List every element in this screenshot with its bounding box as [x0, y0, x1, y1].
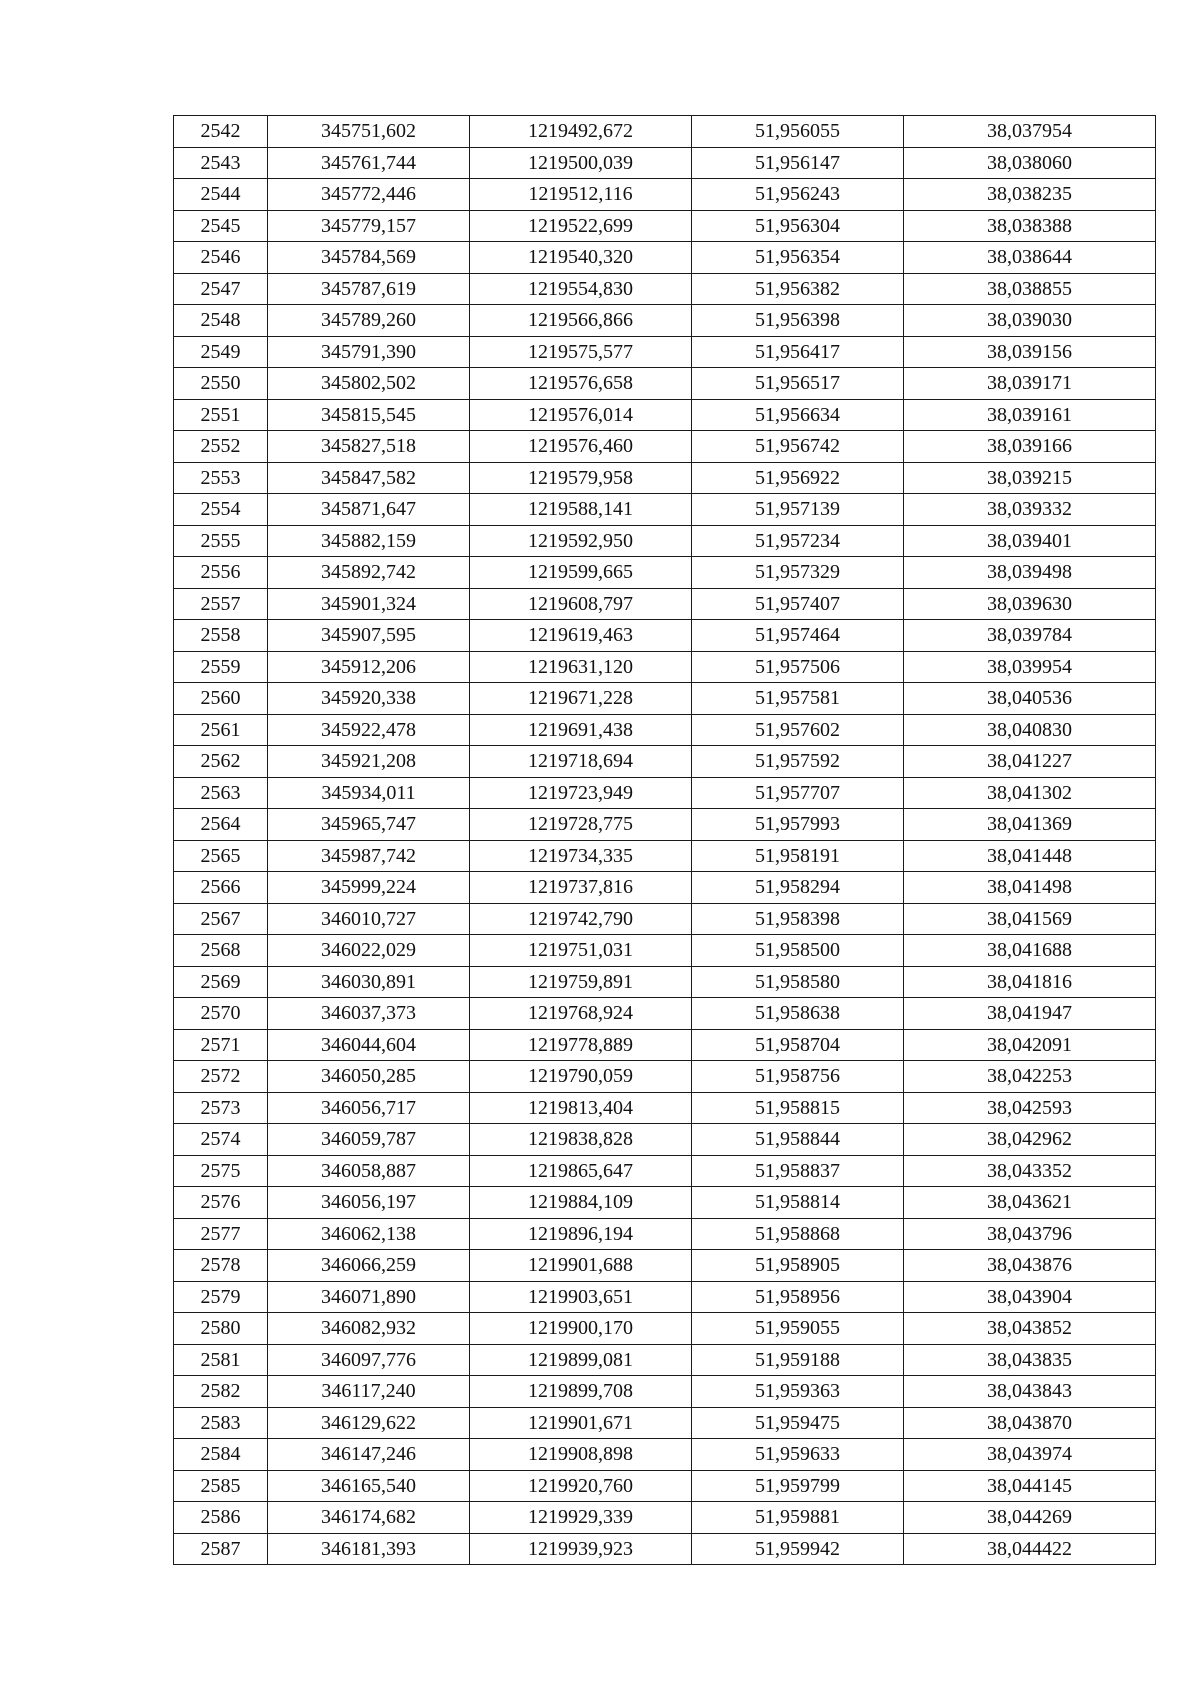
longitude-cell: 38,044145 [904, 1470, 1156, 1502]
latitude-cell: 51,957707 [692, 777, 904, 809]
coordinates-table [173, 115, 1156, 1565]
point-number-cell: 2578 [174, 1250, 268, 1282]
point-number-cell: 2550 [174, 368, 268, 400]
longitude-cell: 38,043796 [904, 1218, 1156, 1250]
point-number-cell: 2574 [174, 1124, 268, 1156]
y-coordinate-cell: 1219492,672 [470, 116, 692, 148]
x-coordinate-cell: 345871,647 [268, 494, 470, 526]
y-coordinate-cell: 1219575,577 [470, 336, 692, 368]
latitude-cell: 51,956354 [692, 242, 904, 274]
x-coordinate-cell: 346147,246 [268, 1439, 470, 1471]
y-coordinate-cell: 1219671,228 [470, 683, 692, 715]
table-row [174, 1250, 1156, 1282]
x-coordinate-cell: 346022,029 [268, 935, 470, 967]
y-coordinate-cell: 1219728,775 [470, 809, 692, 841]
y-coordinate-cell: 1219576,460 [470, 431, 692, 463]
x-coordinate-cell: 345882,159 [268, 525, 470, 557]
y-coordinate-cell: 1219813,404 [470, 1092, 692, 1124]
table-row [174, 431, 1156, 463]
table-row [174, 1187, 1156, 1219]
x-coordinate-cell: 346010,727 [268, 903, 470, 935]
point-number-cell: 2587 [174, 1533, 268, 1565]
point-number-cell: 2558 [174, 620, 268, 652]
x-coordinate-cell: 345847,582 [268, 462, 470, 494]
latitude-cell: 51,957506 [692, 651, 904, 683]
point-number-cell: 2545 [174, 210, 268, 242]
x-coordinate-cell: 345999,224 [268, 872, 470, 904]
y-coordinate-cell: 1219939,923 [470, 1533, 692, 1565]
longitude-cell: 38,041227 [904, 746, 1156, 778]
table-row [174, 935, 1156, 967]
longitude-cell: 38,041688 [904, 935, 1156, 967]
y-coordinate-cell: 1219723,949 [470, 777, 692, 809]
longitude-cell: 38,042962 [904, 1124, 1156, 1156]
y-coordinate-cell: 1219884,109 [470, 1187, 692, 1219]
longitude-cell: 38,043852 [904, 1313, 1156, 1345]
longitude-cell: 38,041947 [904, 998, 1156, 1030]
point-number-cell: 2559 [174, 651, 268, 683]
y-coordinate-cell: 1219778,889 [470, 1029, 692, 1061]
table-row [174, 1407, 1156, 1439]
point-number-cell: 2544 [174, 179, 268, 211]
table-row [174, 494, 1156, 526]
point-number-cell: 2548 [174, 305, 268, 337]
y-coordinate-cell: 1219920,760 [470, 1470, 692, 1502]
point-number-cell: 2543 [174, 147, 268, 179]
y-coordinate-cell: 1219899,708 [470, 1376, 692, 1408]
latitude-cell: 51,959633 [692, 1439, 904, 1471]
longitude-cell: 38,039954 [904, 651, 1156, 683]
x-coordinate-cell: 345791,390 [268, 336, 470, 368]
x-coordinate-cell: 346082,932 [268, 1313, 470, 1345]
x-coordinate-cell: 346062,138 [268, 1218, 470, 1250]
point-number-cell: 2576 [174, 1187, 268, 1219]
longitude-cell: 38,039156 [904, 336, 1156, 368]
point-number-cell: 2568 [174, 935, 268, 967]
x-coordinate-cell: 346058,887 [268, 1155, 470, 1187]
latitude-cell: 51,957592 [692, 746, 904, 778]
longitude-cell: 38,039401 [904, 525, 1156, 557]
x-coordinate-cell: 345787,619 [268, 273, 470, 305]
x-coordinate-cell: 345965,747 [268, 809, 470, 841]
longitude-cell: 38,041369 [904, 809, 1156, 841]
longitude-cell: 38,039166 [904, 431, 1156, 463]
x-coordinate-cell: 345912,206 [268, 651, 470, 683]
latitude-cell: 51,956742 [692, 431, 904, 463]
x-coordinate-cell: 345761,744 [268, 147, 470, 179]
longitude-cell: 38,039030 [904, 305, 1156, 337]
y-coordinate-cell: 1219522,699 [470, 210, 692, 242]
longitude-cell: 38,038644 [904, 242, 1156, 274]
y-coordinate-cell: 1219790,059 [470, 1061, 692, 1093]
y-coordinate-cell: 1219768,924 [470, 998, 692, 1030]
latitude-cell: 51,958956 [692, 1281, 904, 1313]
point-number-cell: 2557 [174, 588, 268, 620]
point-number-cell: 2583 [174, 1407, 268, 1439]
point-number-cell: 2561 [174, 714, 268, 746]
table-row [174, 620, 1156, 652]
latitude-cell: 51,957464 [692, 620, 904, 652]
y-coordinate-cell: 1219901,688 [470, 1250, 692, 1282]
x-coordinate-cell: 346117,240 [268, 1376, 470, 1408]
table-row [174, 1502, 1156, 1534]
x-coordinate-cell: 346129,622 [268, 1407, 470, 1439]
y-coordinate-cell: 1219588,141 [470, 494, 692, 526]
y-coordinate-cell: 1219903,651 [470, 1281, 692, 1313]
table-row [174, 903, 1156, 935]
point-number-cell: 2549 [174, 336, 268, 368]
y-coordinate-cell: 1219540,320 [470, 242, 692, 274]
point-number-cell: 2584 [174, 1439, 268, 1471]
x-coordinate-cell: 346181,393 [268, 1533, 470, 1565]
longitude-cell: 38,043621 [904, 1187, 1156, 1219]
x-coordinate-cell: 346165,540 [268, 1470, 470, 1502]
table-row [174, 1155, 1156, 1187]
y-coordinate-cell: 1219691,438 [470, 714, 692, 746]
y-coordinate-cell: 1219576,014 [470, 399, 692, 431]
latitude-cell: 51,959363 [692, 1376, 904, 1408]
x-coordinate-cell: 345892,742 [268, 557, 470, 589]
x-coordinate-cell: 345922,478 [268, 714, 470, 746]
y-coordinate-cell: 1219608,797 [470, 588, 692, 620]
latitude-cell: 51,959055 [692, 1313, 904, 1345]
latitude-cell: 51,956634 [692, 399, 904, 431]
latitude-cell: 51,956382 [692, 273, 904, 305]
point-number-cell: 2580 [174, 1313, 268, 1345]
longitude-cell: 38,040536 [904, 683, 1156, 715]
latitude-cell: 51,958191 [692, 840, 904, 872]
table-row [174, 1344, 1156, 1376]
x-coordinate-cell: 345934,011 [268, 777, 470, 809]
point-number-cell: 2581 [174, 1344, 268, 1376]
point-number-cell: 2551 [174, 399, 268, 431]
latitude-cell: 51,958815 [692, 1092, 904, 1124]
point-number-cell: 2564 [174, 809, 268, 841]
table-row [174, 1470, 1156, 1502]
point-number-cell: 2562 [174, 746, 268, 778]
table-row [174, 147, 1156, 179]
longitude-cell: 38,043870 [904, 1407, 1156, 1439]
latitude-cell: 51,956304 [692, 210, 904, 242]
latitude-cell: 51,956147 [692, 147, 904, 179]
latitude-cell: 51,957602 [692, 714, 904, 746]
point-number-cell: 2569 [174, 966, 268, 998]
longitude-cell: 38,037954 [904, 116, 1156, 148]
latitude-cell: 51,958814 [692, 1187, 904, 1219]
latitude-cell: 51,956055 [692, 116, 904, 148]
longitude-cell: 38,044269 [904, 1502, 1156, 1534]
point-number-cell: 2572 [174, 1061, 268, 1093]
latitude-cell: 51,959475 [692, 1407, 904, 1439]
x-coordinate-cell: 345772,446 [268, 179, 470, 211]
latitude-cell: 51,957234 [692, 525, 904, 557]
y-coordinate-cell: 1219742,790 [470, 903, 692, 935]
table-row [174, 210, 1156, 242]
point-number-cell: 2552 [174, 431, 268, 463]
longitude-cell: 38,043904 [904, 1281, 1156, 1313]
latitude-cell: 51,956417 [692, 336, 904, 368]
point-number-cell: 2546 [174, 242, 268, 274]
longitude-cell: 38,042091 [904, 1029, 1156, 1061]
coordinates-table-body [174, 116, 1156, 1565]
longitude-cell: 38,043843 [904, 1376, 1156, 1408]
y-coordinate-cell: 1219838,828 [470, 1124, 692, 1156]
table-row [174, 998, 1156, 1030]
y-coordinate-cell: 1219900,170 [470, 1313, 692, 1345]
point-number-cell: 2577 [174, 1218, 268, 1250]
longitude-cell: 38,038060 [904, 147, 1156, 179]
x-coordinate-cell: 346071,890 [268, 1281, 470, 1313]
longitude-cell: 38,039171 [904, 368, 1156, 400]
table-row [174, 1533, 1156, 1565]
point-number-cell: 2566 [174, 872, 268, 904]
longitude-cell: 38,039215 [904, 462, 1156, 494]
x-coordinate-cell: 345987,742 [268, 840, 470, 872]
point-number-cell: 2555 [174, 525, 268, 557]
x-coordinate-cell: 345815,545 [268, 399, 470, 431]
latitude-cell: 51,958756 [692, 1061, 904, 1093]
table-row [174, 1092, 1156, 1124]
y-coordinate-cell: 1219619,463 [470, 620, 692, 652]
x-coordinate-cell: 345779,157 [268, 210, 470, 242]
y-coordinate-cell: 1219579,958 [470, 462, 692, 494]
x-coordinate-cell: 346056,717 [268, 1092, 470, 1124]
y-coordinate-cell: 1219576,658 [470, 368, 692, 400]
x-coordinate-cell: 346044,604 [268, 1029, 470, 1061]
latitude-cell: 51,958398 [692, 903, 904, 935]
table-row [174, 746, 1156, 778]
latitude-cell: 51,956243 [692, 179, 904, 211]
table-row [174, 651, 1156, 683]
point-number-cell: 2542 [174, 116, 268, 148]
point-number-cell: 2573 [174, 1092, 268, 1124]
y-coordinate-cell: 1219929,339 [470, 1502, 692, 1534]
longitude-cell: 38,038235 [904, 179, 1156, 211]
longitude-cell: 38,039332 [904, 494, 1156, 526]
table-row [174, 1124, 1156, 1156]
longitude-cell: 38,043352 [904, 1155, 1156, 1187]
latitude-cell: 51,958580 [692, 966, 904, 998]
y-coordinate-cell: 1219512,116 [470, 179, 692, 211]
y-coordinate-cell: 1219631,120 [470, 651, 692, 683]
x-coordinate-cell: 346056,197 [268, 1187, 470, 1219]
longitude-cell: 38,042593 [904, 1092, 1156, 1124]
y-coordinate-cell: 1219737,816 [470, 872, 692, 904]
x-coordinate-cell: 345827,518 [268, 431, 470, 463]
y-coordinate-cell: 1219734,335 [470, 840, 692, 872]
point-number-cell: 2579 [174, 1281, 268, 1313]
table-row [174, 809, 1156, 841]
point-number-cell: 2547 [174, 273, 268, 305]
latitude-cell: 51,957139 [692, 494, 904, 526]
y-coordinate-cell: 1219908,898 [470, 1439, 692, 1471]
y-coordinate-cell: 1219592,950 [470, 525, 692, 557]
latitude-cell: 51,958294 [692, 872, 904, 904]
longitude-cell: 38,041448 [904, 840, 1156, 872]
table-row [174, 305, 1156, 337]
longitude-cell: 38,041498 [904, 872, 1156, 904]
y-coordinate-cell: 1219554,830 [470, 273, 692, 305]
table-row [174, 872, 1156, 904]
x-coordinate-cell: 346066,259 [268, 1250, 470, 1282]
y-coordinate-cell: 1219500,039 [470, 147, 692, 179]
point-number-cell: 2567 [174, 903, 268, 935]
table-row [174, 588, 1156, 620]
latitude-cell: 51,959188 [692, 1344, 904, 1376]
point-number-cell: 2570 [174, 998, 268, 1030]
longitude-cell: 38,038388 [904, 210, 1156, 242]
table-row [174, 840, 1156, 872]
x-coordinate-cell: 345907,595 [268, 620, 470, 652]
longitude-cell: 38,043835 [904, 1344, 1156, 1376]
table-row [174, 1376, 1156, 1408]
y-coordinate-cell: 1219751,031 [470, 935, 692, 967]
x-coordinate-cell: 346059,787 [268, 1124, 470, 1156]
table-row [174, 683, 1156, 715]
table-row [174, 1313, 1156, 1345]
x-coordinate-cell: 345751,602 [268, 116, 470, 148]
longitude-cell: 38,040830 [904, 714, 1156, 746]
table-row [174, 777, 1156, 809]
longitude-cell: 38,039630 [904, 588, 1156, 620]
point-number-cell: 2571 [174, 1029, 268, 1061]
latitude-cell: 51,958868 [692, 1218, 904, 1250]
y-coordinate-cell: 1219759,891 [470, 966, 692, 998]
latitude-cell: 51,958837 [692, 1155, 904, 1187]
latitude-cell: 51,956398 [692, 305, 904, 337]
point-number-cell: 2585 [174, 1470, 268, 1502]
table-row [174, 1061, 1156, 1093]
table-row [174, 242, 1156, 274]
table-row [174, 462, 1156, 494]
y-coordinate-cell: 1219896,194 [470, 1218, 692, 1250]
table-row [174, 714, 1156, 746]
y-coordinate-cell: 1219566,866 [470, 305, 692, 337]
point-number-cell: 2575 [174, 1155, 268, 1187]
latitude-cell: 51,959799 [692, 1470, 904, 1502]
y-coordinate-cell: 1219718,694 [470, 746, 692, 778]
latitude-cell: 51,958500 [692, 935, 904, 967]
table-row [174, 116, 1156, 148]
table-row [174, 273, 1156, 305]
latitude-cell: 51,956517 [692, 368, 904, 400]
point-number-cell: 2586 [174, 1502, 268, 1534]
y-coordinate-cell: 1219901,671 [470, 1407, 692, 1439]
latitude-cell: 51,957329 [692, 557, 904, 589]
longitude-cell: 38,039161 [904, 399, 1156, 431]
y-coordinate-cell: 1219599,665 [470, 557, 692, 589]
longitude-cell: 38,043876 [904, 1250, 1156, 1282]
point-number-cell: 2560 [174, 683, 268, 715]
table-row [174, 525, 1156, 557]
latitude-cell: 51,958905 [692, 1250, 904, 1282]
x-coordinate-cell: 345920,338 [268, 683, 470, 715]
latitude-cell: 51,958638 [692, 998, 904, 1030]
table-row [174, 966, 1156, 998]
latitude-cell: 51,959881 [692, 1502, 904, 1534]
longitude-cell: 38,044422 [904, 1533, 1156, 1565]
point-number-cell: 2553 [174, 462, 268, 494]
longitude-cell: 38,039498 [904, 557, 1156, 589]
table-row [174, 1218, 1156, 1250]
point-number-cell: 2554 [174, 494, 268, 526]
x-coordinate-cell: 346050,285 [268, 1061, 470, 1093]
latitude-cell: 51,959942 [692, 1533, 904, 1565]
y-coordinate-cell: 1219865,647 [470, 1155, 692, 1187]
latitude-cell: 51,958704 [692, 1029, 904, 1061]
longitude-cell: 38,039784 [904, 620, 1156, 652]
latitude-cell: 51,957581 [692, 683, 904, 715]
table-row [174, 1281, 1156, 1313]
x-coordinate-cell: 345921,208 [268, 746, 470, 778]
x-coordinate-cell: 346030,891 [268, 966, 470, 998]
point-number-cell: 2565 [174, 840, 268, 872]
point-number-cell: 2582 [174, 1376, 268, 1408]
latitude-cell: 51,958844 [692, 1124, 904, 1156]
x-coordinate-cell: 345784,569 [268, 242, 470, 274]
longitude-cell: 38,041302 [904, 777, 1156, 809]
table-row [174, 1439, 1156, 1471]
table-row [174, 557, 1156, 589]
longitude-cell: 38,043974 [904, 1439, 1156, 1471]
latitude-cell: 51,956922 [692, 462, 904, 494]
x-coordinate-cell: 345789,260 [268, 305, 470, 337]
longitude-cell: 38,038855 [904, 273, 1156, 305]
table-row [174, 336, 1156, 368]
x-coordinate-cell: 346174,682 [268, 1502, 470, 1534]
table-row [174, 1029, 1156, 1061]
latitude-cell: 51,957993 [692, 809, 904, 841]
longitude-cell: 38,041816 [904, 966, 1156, 998]
latitude-cell: 51,957407 [692, 588, 904, 620]
longitude-cell: 38,041569 [904, 903, 1156, 935]
x-coordinate-cell: 346037,373 [268, 998, 470, 1030]
x-coordinate-cell: 345802,502 [268, 368, 470, 400]
longitude-cell: 38,042253 [904, 1061, 1156, 1093]
x-coordinate-cell: 345901,324 [268, 588, 470, 620]
point-number-cell: 2556 [174, 557, 268, 589]
x-coordinate-cell: 346097,776 [268, 1344, 470, 1376]
table-row [174, 179, 1156, 211]
y-coordinate-cell: 1219899,081 [470, 1344, 692, 1376]
table-row [174, 399, 1156, 431]
point-number-cell: 2563 [174, 777, 268, 809]
table-row [174, 368, 1156, 400]
